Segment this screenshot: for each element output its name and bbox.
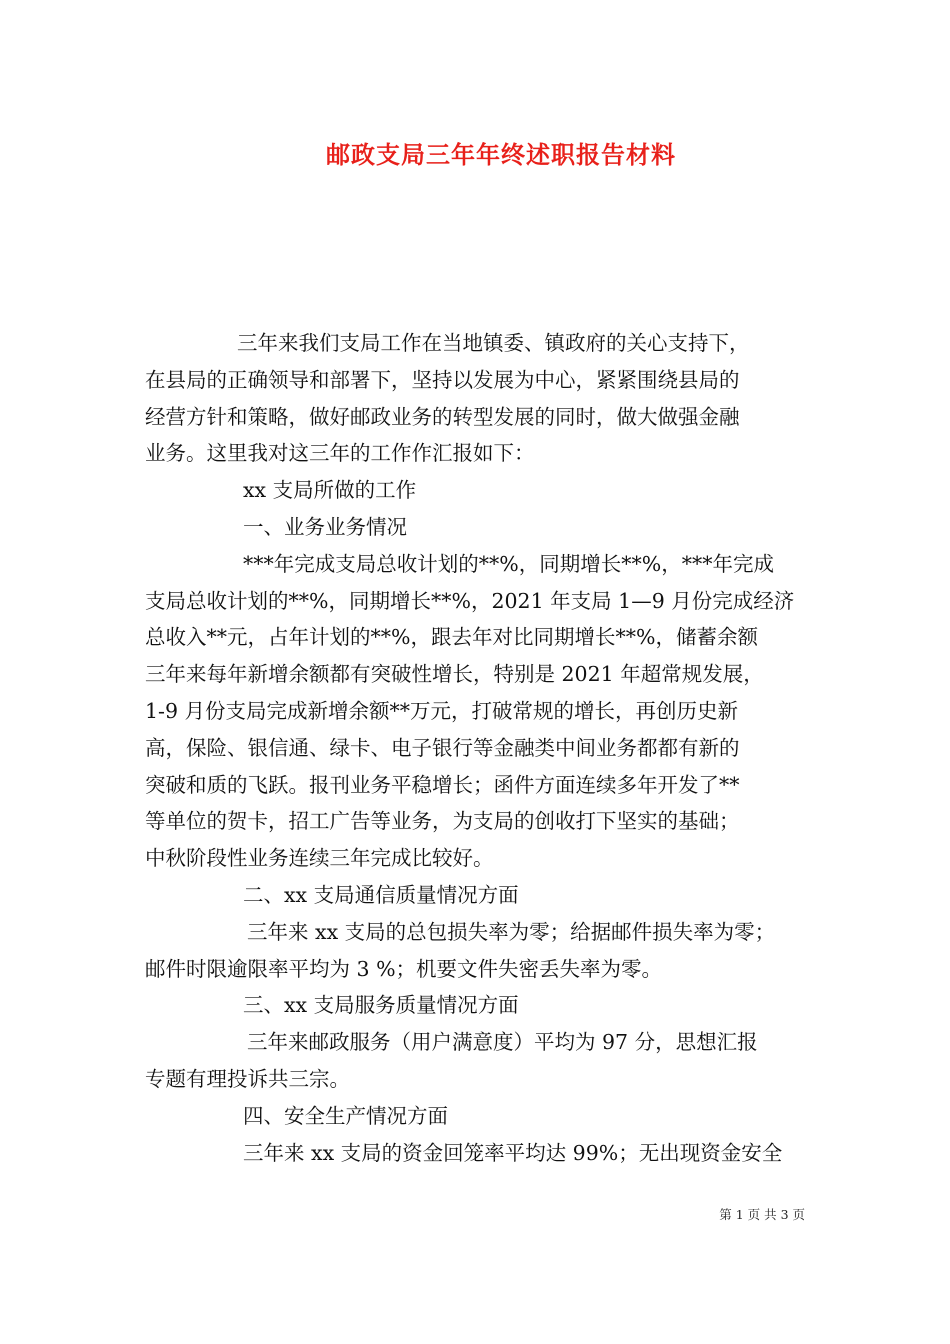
section-heading: 四、安全生产情况方面 [243, 1103, 448, 1128]
section-heading: xx 支局所做的工作 [243, 478, 417, 503]
document-body [145, 325, 815, 1171]
body-line: 三年来我们支局工作在当地镇委、镇政府的关心支持下， [237, 331, 750, 355]
section-heading: 一、业务业务情况 [243, 514, 407, 539]
body-line: 高，保险、银信通、绿卡、电子银行等金融类中间业务都都有新的 [145, 735, 740, 760]
body-line: 中秋阶段性业务连续三年完成比较好。 [145, 846, 494, 871]
body-line: 专题有理投诉共三宗。 [145, 1066, 350, 1091]
body-line: ***年完成支局总收计划的**%，同期增长**%，***年完成 [243, 551, 774, 576]
body-line: 业务。这里我对这三年的工作作汇报如下： [145, 441, 535, 466]
body-line: 三年来每年新增余额都有突破性增长，特别是 2021 年超常规发展， [145, 662, 764, 687]
body-line: 总收入**元，占年计划的**%，跟去年对比同期增长**%，储蓄余额 [145, 625, 758, 650]
body-line: 三年来 xx 支局的资金回笼率平均达 99%；无出现资金安全 [243, 1140, 783, 1165]
document-title: 邮政支局三年年终述职报告材料 [326, 140, 676, 169]
page-indicator: 第 1 页 共 3 页 [719, 1207, 805, 1222]
body-line: 经营方针和策略，做好邮政业务的转型发展的同时，做大做强金融 [145, 404, 740, 429]
body-line: 等单位的贺卡，招工广告等业务，为支局的创收打下坚实的基础； [145, 809, 740, 834]
body-line: 三年来 xx 支局的总包损失率为零；给据邮件损失率为零； [247, 919, 776, 944]
body-line: 1-9 月份支局完成新增余额**万元，打破常规的增长，再创历史新 [145, 698, 739, 723]
section-heading: 三、xx 支局服务质量情况方面 [243, 993, 519, 1018]
body-line: 在县局的正确领导和部署下，坚持以发展为中心，紧紧围绕县局的 [145, 367, 740, 392]
body-line: 三年来邮政服务（用户满意度）平均为 97 分，思想汇报 [247, 1030, 758, 1055]
body-line: 邮件时限逾限率平均为 3 %；机要文件失密丢失率为零。 [145, 956, 663, 981]
section-heading: 二、xx 支局通信质量情况方面 [243, 882, 519, 907]
body-line: 突破和质的飞跃。报刊业务平稳增长；函件方面连续多年开发了** [145, 772, 740, 797]
body-line: 支局总收计划的**%，同期增长**%，2021 年支局 1—9 月份完成经济 [145, 588, 795, 613]
